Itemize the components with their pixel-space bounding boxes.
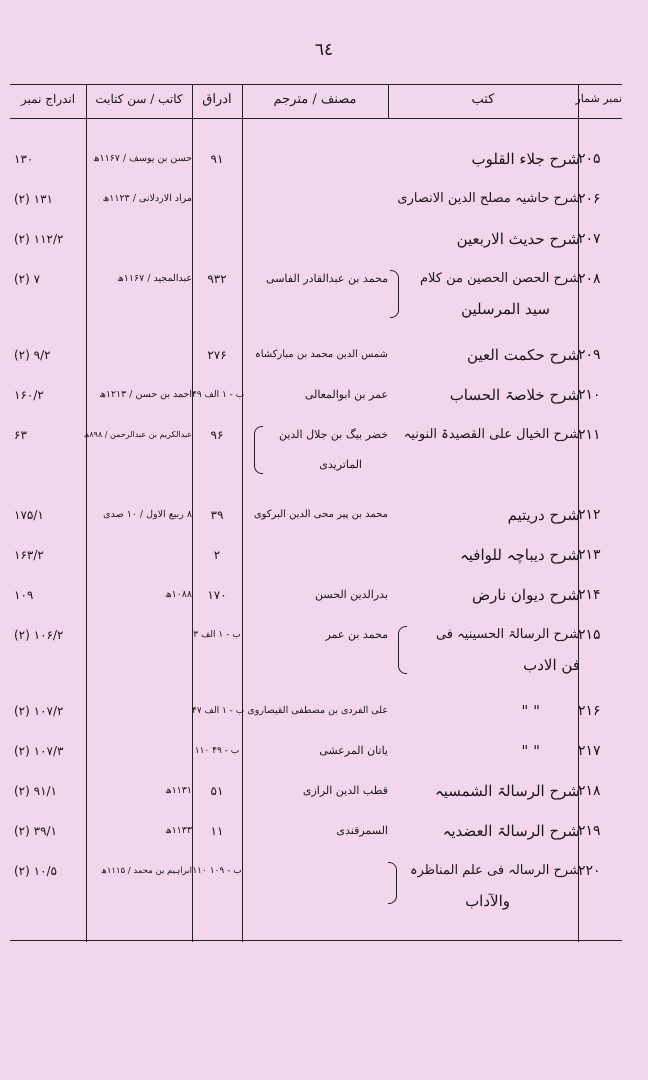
entry-number: (۲) ۳۹/۱ xyxy=(14,824,58,838)
serial-number: ۲۲۰ xyxy=(578,863,601,879)
book-title: " " xyxy=(521,702,540,720)
book-title: شرح حکمت العین xyxy=(467,346,580,364)
idraq-count: ۳۹ xyxy=(210,508,224,522)
book-title: شرح الرسالۃ الشمسیہ xyxy=(434,782,580,800)
author-name: خضر بیگ بن جلال الدین xyxy=(278,428,388,441)
serial-number: ۲۰۹ xyxy=(578,347,601,363)
scribe-date: ابراہیم بن محمد / ۱۱۱۵ھ xyxy=(100,866,192,876)
author-name: شمس الدین محمد بن مبارکشاہ xyxy=(254,349,388,360)
serial-number: ۲۱۱ xyxy=(578,427,601,443)
table-row xyxy=(10,816,622,846)
book-title: شرح جلاء القلوب xyxy=(471,150,580,168)
scribe-date: عبدالمجید / ۱۱۶۷ھ xyxy=(117,273,192,284)
book-title: شرح الرسالہ فی علم المناظرہ xyxy=(409,863,580,878)
author-name xyxy=(242,224,388,254)
serial-number: ۲۱۷ xyxy=(578,743,601,759)
table-row xyxy=(10,856,622,910)
book-title: شرح دیباچہ للوافیہ xyxy=(459,546,580,564)
book-title: شرح خلاصۃ الحساب xyxy=(449,386,580,404)
header-entry: اندراج نمبر xyxy=(20,92,76,106)
entry-number: ۱۶۰/۲ xyxy=(14,388,44,402)
table-row xyxy=(10,224,622,254)
table-row xyxy=(10,264,622,318)
author-name: محمد بن عمر xyxy=(325,628,388,641)
serial-number: ۲۱۵ xyxy=(578,627,601,643)
row-brace xyxy=(390,270,399,318)
entry-number: (۲) ۹/۲ xyxy=(14,348,51,362)
idraq-count: ۲ xyxy=(213,548,221,562)
author-name xyxy=(242,184,388,214)
idraq-count: ۵۱ xyxy=(210,784,224,798)
idraq-count: ۲۷۶ xyxy=(207,348,227,362)
scribe-date xyxy=(86,340,192,370)
idraq-count: ۹۶ xyxy=(210,428,224,442)
serial-number: ۲۱۹ xyxy=(578,823,601,839)
header-books: کتب xyxy=(471,92,495,107)
book-title-continued: سید المرسلین xyxy=(461,300,550,318)
book-title: شرح الحصن الحصین من کلام xyxy=(419,271,580,286)
book-title-continued: فن الادب xyxy=(523,656,580,674)
author-name: یاتان المرعشی xyxy=(319,744,388,757)
entry-number: (۲) ۹۱/۱ xyxy=(14,784,58,798)
idraq-count: ۴۹ ب - ۱ الف xyxy=(192,390,245,400)
serial-number: ۲۱۰ xyxy=(578,387,601,403)
entry-number: ۱۶۳/۲ xyxy=(14,548,44,562)
scribe-date: احمد بن حسن / ۱۲۱۳ھ xyxy=(99,389,192,400)
idraq-count xyxy=(192,184,242,214)
serial-number: ۲۰۸ xyxy=(578,271,601,287)
idraq-count: ۴۷ ب - ۱ الف xyxy=(192,706,245,716)
scribe-date xyxy=(86,224,192,254)
row-brace xyxy=(398,626,407,674)
idraq-count: ۱۱۰ ب - ۴۹ xyxy=(194,746,240,756)
scribe-date xyxy=(86,540,192,570)
author-name: السمرقندی xyxy=(336,824,388,837)
author-name: عمر بن ابوالمعالی xyxy=(304,388,388,401)
scribe-date xyxy=(86,696,192,726)
scribe-date xyxy=(86,736,192,766)
idraq-count: ۱۷۰ xyxy=(207,588,227,602)
table-row xyxy=(10,184,622,214)
entry-number: ۱۳۰ xyxy=(14,152,34,166)
scribe-date: حسن بن یوسف / ۱۱۶۷ھ xyxy=(92,153,192,164)
entry-number: ۱۰۹ xyxy=(14,588,34,602)
table-row xyxy=(10,696,622,726)
book-title-continued: والآداب xyxy=(465,892,510,910)
page-number: ٦٤ xyxy=(314,40,334,60)
header-scribe: کاتب / سن کتابت xyxy=(95,92,183,106)
entry-number: (۲) ۱۰۷/۳ xyxy=(14,744,64,758)
author-name: محمد بن عبدالقادر الفاسی xyxy=(266,272,388,285)
idraq-count xyxy=(192,224,242,254)
header-top-rule xyxy=(10,84,622,85)
table-row xyxy=(10,540,622,570)
author-name xyxy=(242,856,388,886)
table-row xyxy=(10,776,622,806)
book-title: شرح الخیال علی القصیدۃ النونیہ xyxy=(403,427,580,442)
idraq-count: ۹۱ xyxy=(210,152,224,166)
scribe-date xyxy=(86,620,192,650)
header-idraq: ادراق xyxy=(202,92,232,107)
entry-number: (۲) ۱۰۶/۲ xyxy=(14,628,64,642)
serial-number: ۲۱۶ xyxy=(578,703,601,719)
book-title: شرح حاشیہ مصلح الدین الانصاری xyxy=(397,191,580,206)
book-title: شرح دیوان نارض xyxy=(472,586,580,604)
serial-number: ۲۱۳ xyxy=(578,547,601,563)
book-title: " " xyxy=(521,742,540,760)
entry-number: (۲) ۱۰۷/۲ xyxy=(14,704,64,718)
table-row xyxy=(10,500,622,530)
author-name: قطب الدین الرازی xyxy=(302,784,388,797)
scribe-date: مراد الاردلانی / ۱۱۲۳ھ xyxy=(102,193,192,204)
scribe-date: ۱۱۳۱ھ xyxy=(164,785,192,796)
serial-number: ۲۱۲ xyxy=(578,507,601,523)
book-title: شرح الرسالۃ الحسینیہ فی xyxy=(435,627,580,642)
serial-number: ۲۰۵ xyxy=(578,151,601,167)
scribe-date: ۸ ربیع الاول / ۱۰ صدی xyxy=(103,509,192,520)
entry-number: ۶۳ xyxy=(14,428,27,442)
serial-number: ۲۰۶ xyxy=(578,191,601,207)
entry-number: (۲) ۱۱۲/۲ xyxy=(14,232,64,246)
author-name: بدرالدین الحسن xyxy=(315,588,388,601)
table-row xyxy=(10,620,622,674)
header-bottom-rule xyxy=(10,118,622,119)
table-row xyxy=(10,736,622,766)
serial-number: ۲۱۸ xyxy=(578,783,601,799)
table-row xyxy=(10,420,622,471)
serial-number: ۲۰۷ xyxy=(578,231,601,247)
idraq-count: ۳ ب - ۱ الف xyxy=(193,630,241,640)
entry-number: (۲) ۱۰/۵ xyxy=(14,864,58,878)
table-row xyxy=(10,340,622,370)
table-row xyxy=(10,380,622,410)
book-title: شرح حدیث الاربعین xyxy=(456,230,580,248)
header-author: مصنف / مترجم xyxy=(273,92,357,107)
author-name xyxy=(242,144,388,174)
author-name xyxy=(242,540,388,570)
row-brace xyxy=(254,426,263,474)
entry-number: ۱۷۵/۱ xyxy=(14,508,44,522)
book-title: شرح الرسالۃ العضدیہ xyxy=(442,822,580,840)
catalog-table xyxy=(10,84,622,942)
row-brace xyxy=(388,862,397,904)
scribe-date: ۱۱۳۳ھ xyxy=(164,825,192,836)
author-name: محمد بن پیر محی الدین البرکوی xyxy=(253,509,388,520)
author-name: علی الفردی بن مصطفی القیصاروی xyxy=(247,705,388,716)
author-name-continued: الماتریدی xyxy=(319,458,362,471)
scribe-date: عبدالکریم بن عبدالرحمن / ۸۹۸ھ xyxy=(83,430,192,439)
book-title: شرح دریتیم xyxy=(507,506,580,524)
idraq-count: ۱۱۰ ب - ۱۰۹ xyxy=(192,866,242,876)
header-serial: نمبر شمار xyxy=(575,92,622,105)
entry-number: (۲) ۷ xyxy=(14,272,41,286)
serial-number: ۲۱۴ xyxy=(578,587,601,603)
scribe-date: ۱۰۸۸ھ xyxy=(164,589,192,600)
table-bottom-rule xyxy=(10,940,622,941)
entry-number: (۲) ۱۳۱ xyxy=(14,192,53,206)
idraq-count: ۱۱ xyxy=(210,824,224,838)
table-row xyxy=(10,580,622,610)
table-row xyxy=(10,144,622,174)
idraq-count: ۹۳۲ xyxy=(207,272,227,286)
